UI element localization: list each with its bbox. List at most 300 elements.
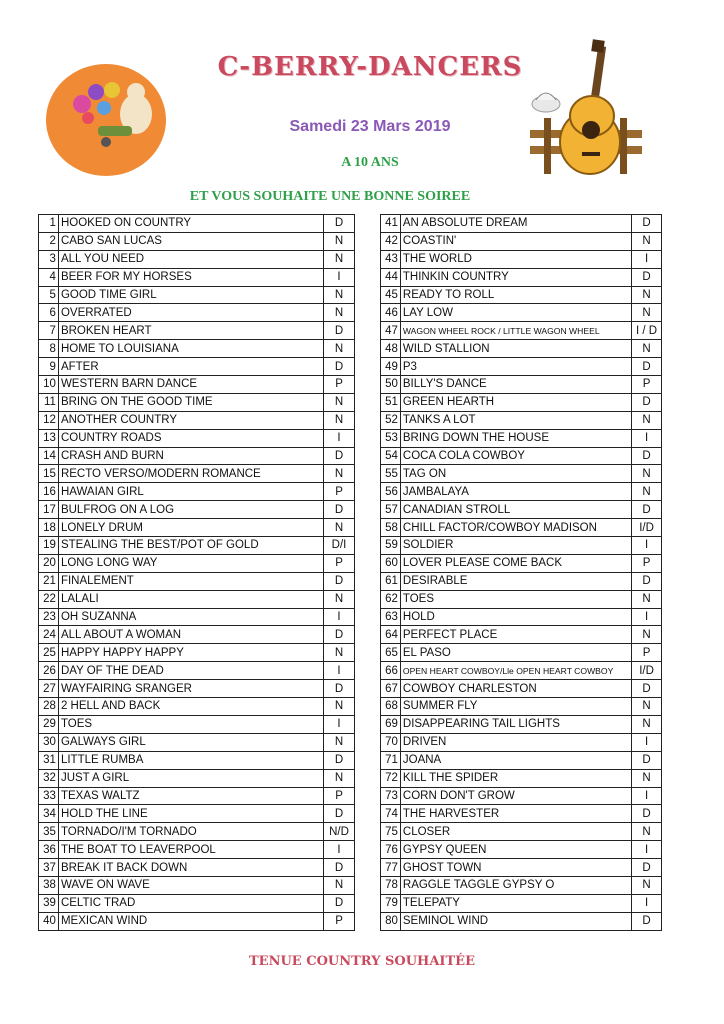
dance-level: I [632, 250, 662, 268]
table-row [39, 859, 355, 877]
song-title: BULFROG ON A LOG [58, 501, 323, 519]
song-title: BRING ON THE GOOD TIME [58, 393, 323, 411]
song-number: 57 [381, 501, 401, 519]
dance-level: D [632, 447, 662, 465]
song-title: COUNTRY ROADS [58, 429, 323, 447]
song-number: 62 [381, 590, 401, 608]
table-row [381, 304, 662, 322]
dance-level: N [632, 769, 662, 787]
song-number: 5 [39, 286, 59, 304]
song-number: 16 [39, 483, 59, 501]
song-title: OPEN HEART COWBOY/Lle OPEN HEART COWBOY [400, 662, 631, 680]
song-title: JOANA [400, 751, 631, 769]
dance-level: N [632, 340, 662, 358]
dress-code-footer: TENUE COUNTRY SOUHAITÉE [248, 954, 475, 969]
song-title: WAYFAIRING SRANGER [58, 680, 323, 698]
song-title: TELEPATY [400, 894, 631, 912]
dance-level: N [324, 465, 355, 483]
song-title: RAGGLE TAGGLE GYPSY O [400, 876, 631, 894]
song-number: 41 [381, 215, 401, 233]
dance-level: D [632, 859, 662, 877]
song-title: HAWAIAN GIRL [58, 483, 323, 501]
song-number: 15 [39, 465, 59, 483]
song-title: STEALING THE BEST/POT OF GOLD [58, 537, 323, 555]
anniversary-line: A 10 ANS [341, 155, 399, 170]
song-title: DRIVEN [400, 733, 631, 751]
song-title: DISAPPEARING TAIL LIGHTS [400, 715, 631, 733]
song-title: LAY LOW [400, 304, 631, 322]
dance-level: I [632, 894, 662, 912]
table-row [381, 447, 662, 465]
song-number: 74 [381, 805, 401, 823]
song-title: 2 HELL AND BACK [58, 698, 323, 716]
song-number: 13 [39, 429, 59, 447]
song-number: 20 [39, 554, 59, 572]
song-number: 27 [39, 680, 59, 698]
song-number: 45 [381, 286, 401, 304]
song-number: 2 [39, 232, 59, 250]
song-title: THE BOAT TO LEAVERPOOL [58, 841, 323, 859]
dance-level: N [324, 644, 355, 662]
song-title: COCA COLA COWBOY [400, 447, 631, 465]
table-row [39, 698, 355, 716]
song-number: 68 [381, 698, 401, 716]
song-title: OVERRATED [58, 304, 323, 322]
song-number: 28 [39, 698, 59, 716]
song-title: LOVER PLEASE COME BACK [400, 554, 631, 572]
song-title: AN ABSOLUTE DREAM [400, 215, 631, 233]
song-title: SOLDIER [400, 537, 631, 555]
table-row [381, 537, 662, 555]
song-title: FINALEMENT [58, 572, 323, 590]
dance-level: P [324, 554, 355, 572]
song-title: WAVE ON WAVE [58, 876, 323, 894]
song-title: BRING DOWN THE HOUSE [400, 429, 631, 447]
dance-level: I/D [632, 662, 662, 680]
dance-level: D [324, 501, 355, 519]
dance-level: D [324, 894, 355, 912]
song-title: HOME TO LOUISIANA [58, 340, 323, 358]
dance-level: D [632, 680, 662, 698]
song-number: 59 [381, 537, 401, 555]
dance-level: N [632, 590, 662, 608]
dance-level: D [324, 322, 355, 340]
dance-level: D [632, 805, 662, 823]
song-title: READY TO ROLL [400, 286, 631, 304]
table-row [39, 429, 355, 447]
table-row [381, 769, 662, 787]
song-title: THE WORLD [400, 250, 631, 268]
dance-level: N [632, 483, 662, 501]
dance-level: P [632, 376, 662, 394]
table-row [39, 680, 355, 698]
song-title: LITTLE RUMBA [58, 751, 323, 769]
song-number: 53 [381, 429, 401, 447]
song-number: 77 [381, 859, 401, 877]
song-list-left [38, 214, 355, 931]
song-number: 63 [381, 608, 401, 626]
table-row [381, 662, 662, 680]
dance-level: N [632, 876, 662, 894]
song-number: 33 [39, 787, 59, 805]
dance-level: D [324, 751, 355, 769]
dance-level: N [324, 286, 355, 304]
table-row [39, 590, 355, 608]
dance-level: N [324, 519, 355, 537]
song-title: CHILL FACTOR/COWBOY MADISON [400, 519, 631, 537]
song-title: ANOTHER COUNTRY [58, 411, 323, 429]
song-title: BREAK IT BACK DOWN [58, 859, 323, 877]
table-row [39, 250, 355, 268]
table-row [39, 805, 355, 823]
table-row [381, 680, 662, 698]
dance-level: N [324, 698, 355, 716]
table-row [39, 411, 355, 429]
song-title: JAMBALAYA [400, 483, 631, 501]
dance-level: N [632, 823, 662, 841]
table-row [39, 841, 355, 859]
song-number: 55 [381, 465, 401, 483]
song-number: 69 [381, 715, 401, 733]
table-row [381, 590, 662, 608]
table-row [381, 322, 662, 340]
dance-level: I [324, 715, 355, 733]
dance-level: N [324, 876, 355, 894]
table-row [39, 393, 355, 411]
event-date: Samedi 23 Mars 2019 [289, 118, 451, 135]
song-number: 31 [39, 751, 59, 769]
song-number: 1 [39, 215, 59, 233]
dance-level: D/I [324, 537, 355, 555]
table-row [381, 268, 662, 286]
table-row [381, 912, 662, 930]
page-title: C-BERRY-DANCERS [217, 52, 523, 82]
song-title: TANKS A LOT [400, 411, 631, 429]
dance-level: I [324, 662, 355, 680]
dance-level: N [324, 411, 355, 429]
song-number: 58 [381, 519, 401, 537]
song-number: 49 [381, 358, 401, 376]
song-title: GHOST TOWN [400, 859, 631, 877]
song-title: DAY OF THE DEAD [58, 662, 323, 680]
song-number: 6 [39, 304, 59, 322]
table-row [39, 644, 355, 662]
song-number: 71 [381, 751, 401, 769]
song-number: 38 [39, 876, 59, 894]
table-row [39, 340, 355, 358]
table-row [381, 393, 662, 411]
dance-level: P [324, 483, 355, 501]
song-title: TEXAS WALTZ [58, 787, 323, 805]
dance-level: D [632, 912, 662, 930]
dance-level: N [324, 232, 355, 250]
song-title: BROKEN HEART [58, 322, 323, 340]
dance-level: N [632, 232, 662, 250]
song-title: HAPPY HAPPY HAPPY [58, 644, 323, 662]
table-row [381, 733, 662, 751]
song-title: CANADIAN STROLL [400, 501, 631, 519]
dance-level: I [324, 429, 355, 447]
table-row [39, 268, 355, 286]
song-title: THE HARVESTER [400, 805, 631, 823]
song-number: 78 [381, 876, 401, 894]
dance-level: N [324, 393, 355, 411]
dance-level: D [324, 215, 355, 233]
table-row [381, 519, 662, 537]
table-row [381, 286, 662, 304]
table-row [381, 876, 662, 894]
song-title: SEMINOL WIND [400, 912, 631, 930]
table-row [39, 215, 355, 233]
song-number: 34 [39, 805, 59, 823]
song-number: 32 [39, 769, 59, 787]
song-title: TORNADO/I'M TORNADO [58, 823, 323, 841]
table-row [381, 250, 662, 268]
table-row [381, 376, 662, 394]
dance-level: I / D [632, 322, 662, 340]
dance-level: I [632, 733, 662, 751]
song-number: 25 [39, 644, 59, 662]
song-title: LONG LONG WAY [58, 554, 323, 572]
dance-level: D [632, 358, 662, 376]
greeting-line: ET VOUS SOUHAITE UNE BONNE SOIREE [189, 189, 471, 204]
table-row [381, 859, 662, 877]
dance-level: N [632, 465, 662, 483]
dance-level: N [632, 286, 662, 304]
dance-level: P [324, 376, 355, 394]
song-title: DESIRABLE [400, 572, 631, 590]
dance-level: D [324, 805, 355, 823]
dance-level: N [324, 340, 355, 358]
song-title: GYPSY QUEEN [400, 841, 631, 859]
dance-level: I [632, 608, 662, 626]
song-title: COWBOY CHARLESTON [400, 680, 631, 698]
dance-level: I [632, 537, 662, 555]
song-number: 47 [381, 322, 401, 340]
table-row [39, 232, 355, 250]
song-number: 24 [39, 626, 59, 644]
dance-level: D [324, 572, 355, 590]
song-number: 3 [39, 250, 59, 268]
dance-level: D [632, 393, 662, 411]
dance-level: D [324, 680, 355, 698]
dance-level: D [324, 859, 355, 877]
table-row [381, 626, 662, 644]
table-row [381, 340, 662, 358]
song-number: 61 [381, 572, 401, 590]
table-row [39, 733, 355, 751]
song-list-right [380, 214, 662, 931]
table-row [39, 376, 355, 394]
song-number: 65 [381, 644, 401, 662]
table-row [381, 608, 662, 626]
song-title: GOOD TIME GIRL [58, 286, 323, 304]
dance-level: N [632, 715, 662, 733]
song-title: JUST A GIRL [58, 769, 323, 787]
dance-level: I [632, 787, 662, 805]
song-number: 36 [39, 841, 59, 859]
song-number: 35 [39, 823, 59, 841]
song-title: WILD STALLION [400, 340, 631, 358]
song-number: 51 [381, 393, 401, 411]
table-row [39, 322, 355, 340]
song-title: MEXICAN WIND [58, 912, 323, 930]
table-row [381, 411, 662, 429]
dance-level: N [632, 698, 662, 716]
song-number: 79 [381, 894, 401, 912]
dance-level: N [632, 411, 662, 429]
dance-level: N [324, 590, 355, 608]
table-row [39, 501, 355, 519]
song-number: 17 [39, 501, 59, 519]
dance-level: D [632, 501, 662, 519]
table-row [39, 465, 355, 483]
table-row [381, 894, 662, 912]
song-title: CLOSER [400, 823, 631, 841]
song-number: 9 [39, 358, 59, 376]
table-row [381, 715, 662, 733]
song-title: LONELY DRUM [58, 519, 323, 537]
table-row [381, 698, 662, 716]
table-row [39, 572, 355, 590]
song-number: 60 [381, 554, 401, 572]
song-title: TOES [400, 590, 631, 608]
dance-level: I [632, 429, 662, 447]
song-number: 48 [381, 340, 401, 358]
song-number: 50 [381, 376, 401, 394]
table-row [39, 304, 355, 322]
song-title: OH SUZANNA [58, 608, 323, 626]
table-row [39, 519, 355, 537]
dance-level: D [632, 751, 662, 769]
table-row [381, 429, 662, 447]
dance-level: N [324, 769, 355, 787]
dance-level: N/D [324, 823, 355, 841]
dance-level: I [632, 841, 662, 859]
song-number: 42 [381, 232, 401, 250]
song-title: WAGON WHEEL ROCK / LITTLE WAGON WHEEL [400, 322, 631, 340]
song-number: 8 [39, 340, 59, 358]
table-row [381, 572, 662, 590]
table-row [39, 447, 355, 465]
song-number: 11 [39, 393, 59, 411]
song-title: LALALI [58, 590, 323, 608]
song-title: CORN DON'T GROW [400, 787, 631, 805]
song-number: 30 [39, 733, 59, 751]
song-title: TAG ON [400, 465, 631, 483]
song-title: GREEN HEARTH [400, 393, 631, 411]
table-row [39, 537, 355, 555]
song-title: CABO SAN LUCAS [58, 232, 323, 250]
table-row [381, 787, 662, 805]
table-row [381, 554, 662, 572]
song-number: 73 [381, 787, 401, 805]
song-title: TOES [58, 715, 323, 733]
song-number: 76 [381, 841, 401, 859]
table-row [39, 823, 355, 841]
song-title: CRASH AND BURN [58, 447, 323, 465]
song-number: 37 [39, 859, 59, 877]
table-row [39, 608, 355, 626]
dance-level: N [632, 626, 662, 644]
song-title: COASTIN' [400, 232, 631, 250]
song-number: 10 [39, 376, 59, 394]
table-row [39, 286, 355, 304]
song-number: 44 [381, 268, 401, 286]
table-row [381, 805, 662, 823]
song-number: 56 [381, 483, 401, 501]
song-number: 67 [381, 680, 401, 698]
song-number: 64 [381, 626, 401, 644]
song-number: 21 [39, 572, 59, 590]
song-number: 70 [381, 733, 401, 751]
dance-level: N [632, 304, 662, 322]
table-row [39, 787, 355, 805]
dance-level: D [632, 572, 662, 590]
table-row [39, 894, 355, 912]
table-row [381, 483, 662, 501]
table-row [381, 841, 662, 859]
song-number: 23 [39, 608, 59, 626]
song-number: 18 [39, 519, 59, 537]
song-number: 26 [39, 662, 59, 680]
table-row [39, 912, 355, 930]
dance-level: P [324, 787, 355, 805]
table-row [381, 644, 662, 662]
dance-level: D [324, 626, 355, 644]
song-number: 12 [39, 411, 59, 429]
table-row [39, 769, 355, 787]
dance-level: I [324, 608, 355, 626]
song-title: BILLY'S DANCE [400, 376, 631, 394]
dance-level: P [632, 554, 662, 572]
song-title: WESTERN BARN DANCE [58, 376, 323, 394]
dance-level: D [632, 268, 662, 286]
song-title: PERFECT PLACE [400, 626, 631, 644]
song-number: 43 [381, 250, 401, 268]
song-number: 72 [381, 769, 401, 787]
table-row [381, 215, 662, 233]
dance-level: P [632, 644, 662, 662]
song-title: ALL YOU NEED [58, 250, 323, 268]
dance-level: D [324, 447, 355, 465]
dance-level: N [324, 250, 355, 268]
song-number: 19 [39, 537, 59, 555]
song-number: 14 [39, 447, 59, 465]
song-number: 52 [381, 411, 401, 429]
song-number: 80 [381, 912, 401, 930]
song-title: KILL THE SPIDER [400, 769, 631, 787]
song-number: 66 [381, 662, 401, 680]
table-row [381, 465, 662, 483]
dance-level: D [324, 358, 355, 376]
table-row [39, 626, 355, 644]
song-title: CELTIC TRAD [58, 894, 323, 912]
song-number: 4 [39, 268, 59, 286]
song-title: P3 [400, 358, 631, 376]
song-title: THINKIN COUNTRY [400, 268, 631, 286]
table-row [381, 823, 662, 841]
song-number: 22 [39, 590, 59, 608]
table-row [39, 554, 355, 572]
dance-level: N [324, 733, 355, 751]
song-title: EL PASO [400, 644, 631, 662]
song-title: GALWAYS GIRL [58, 733, 323, 751]
table-row [39, 483, 355, 501]
song-number: 39 [39, 894, 59, 912]
song-number: 7 [39, 322, 59, 340]
song-number: 54 [381, 447, 401, 465]
